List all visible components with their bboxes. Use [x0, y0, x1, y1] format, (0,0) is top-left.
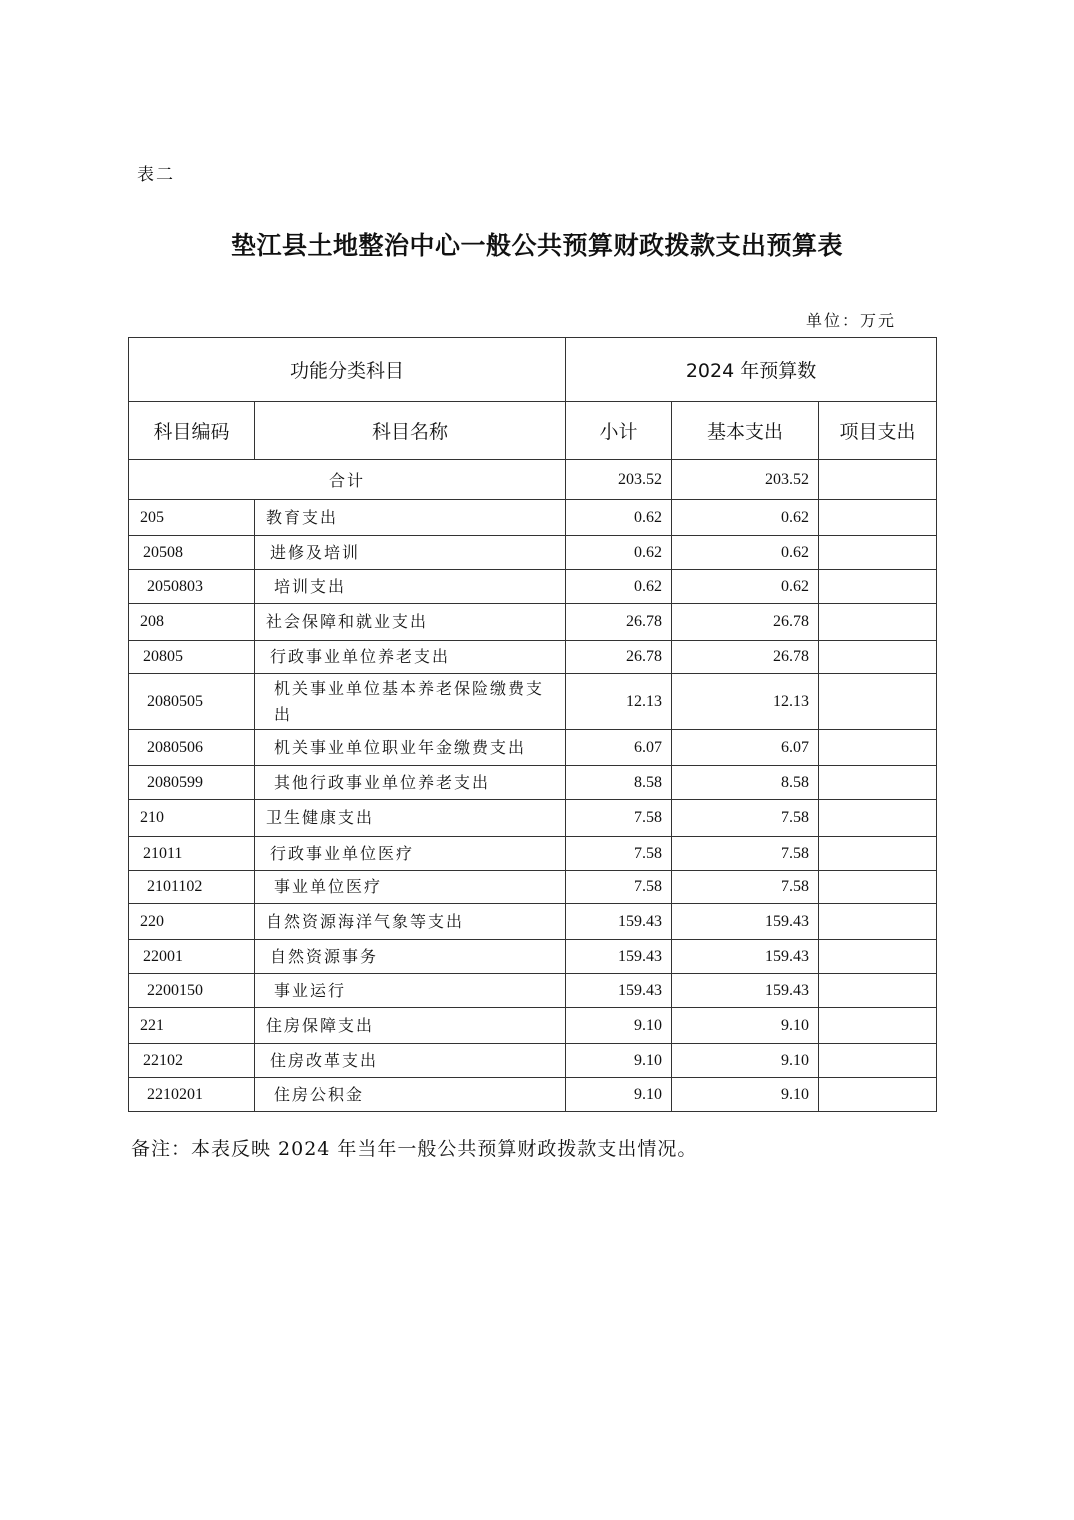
table-row: [129, 1008, 937, 1044]
subject-code-cell: 21011: [129, 837, 255, 871]
total-row: [129, 460, 937, 500]
header-function-classification: 功能分类科目: [129, 338, 566, 402]
subject-code-cell: 2080505: [129, 674, 255, 730]
project-expenditure-cell: [819, 1008, 937, 1044]
header-column-row: [129, 402, 937, 460]
basic-expenditure-cell: 0.62: [672, 570, 819, 604]
table-row: [129, 536, 937, 570]
basic-expenditure-cell: 12.13: [672, 674, 819, 730]
unit-label: 单位：万元: [806, 311, 897, 330]
subject-code-cell: 2200150: [129, 974, 255, 1008]
project-expenditure-cell: [819, 536, 937, 570]
table-row: [129, 800, 937, 837]
table-label: 表二: [137, 165, 175, 185]
table-row: [129, 1044, 937, 1078]
basic-expenditure-cell: 7.58: [672, 871, 819, 904]
table-row: [129, 604, 937, 641]
subject-name-cell: 行政事业单位医疗: [255, 837, 566, 871]
basic-expenditure-cell: 9.10: [672, 1008, 819, 1044]
subject-name-cell: 事业单位医疗: [255, 871, 566, 904]
table-row: [129, 940, 937, 974]
project-expenditure-cell: [819, 500, 937, 536]
subject-name-cell: 住房公积金: [255, 1078, 566, 1112]
subject-name-cell: 行政事业单位养老支出: [255, 641, 566, 674]
subtotal-cell: 0.62: [566, 570, 672, 604]
subject-name-cell: 其他行政事业单位养老支出: [255, 766, 566, 800]
subject-name-cell: 事业运行: [255, 974, 566, 1008]
header-group-row: [129, 338, 937, 402]
subject-code-cell: 2101102: [129, 871, 255, 904]
subtotal-cell: 8.58: [566, 766, 672, 800]
total-label: 合计: [129, 460, 566, 500]
subtotal-cell: 26.78: [566, 604, 672, 641]
footnote: 备注：本表反映 2024 年当年一般公共预算财政拨款支出情况。: [131, 1138, 698, 1160]
subtotal-cell: 159.43: [566, 940, 672, 974]
subject-name-cell: 进修及培训: [255, 536, 566, 570]
basic-expenditure-cell: 6.07: [672, 730, 819, 766]
project-expenditure-cell: [819, 766, 937, 800]
project-expenditure-cell: [819, 1044, 937, 1078]
basic-expenditure-cell: 7.58: [672, 800, 819, 837]
subtotal-cell: 9.10: [566, 1078, 672, 1112]
table-row: [129, 641, 937, 674]
table-row: [129, 674, 937, 730]
subject-name-cell: 卫生健康支出: [255, 800, 566, 837]
basic-expenditure-cell: 159.43: [672, 974, 819, 1008]
subject-code-cell: 20508: [129, 536, 255, 570]
header-basic-expenditure: 基本支出: [672, 402, 819, 460]
header-project-expenditure: 项目支出: [819, 402, 937, 460]
subject-code-cell: 221: [129, 1008, 255, 1044]
subtotal-cell: 9.10: [566, 1008, 672, 1044]
total-project: [819, 460, 937, 500]
table-row: [129, 766, 937, 800]
subject-code-cell: 220: [129, 904, 255, 940]
subtotal-cell: 6.07: [566, 730, 672, 766]
basic-expenditure-cell: 8.58: [672, 766, 819, 800]
header-subject-name: 科目名称: [255, 402, 566, 460]
table-row: [129, 974, 937, 1008]
subtotal-cell: 12.13: [566, 674, 672, 730]
subject-name-cell: 社会保障和就业支出: [255, 604, 566, 641]
basic-expenditure-cell: 9.10: [672, 1044, 819, 1078]
subtotal-cell: 159.43: [566, 974, 672, 1008]
subject-code-cell: 210: [129, 800, 255, 837]
subtotal-cell: 7.58: [566, 800, 672, 837]
project-expenditure-cell: [819, 570, 937, 604]
basic-expenditure-cell: 0.62: [672, 536, 819, 570]
subject-name-cell: 培训支出: [255, 570, 566, 604]
table-row: [129, 904, 937, 940]
project-expenditure-cell: [819, 730, 937, 766]
header-budget-year: 2024 年预算数: [566, 338, 937, 402]
subtotal-cell: 7.58: [566, 871, 672, 904]
project-expenditure-cell: [819, 641, 937, 674]
basic-expenditure-cell: 159.43: [672, 940, 819, 974]
subject-name-cell: 教育支出: [255, 500, 566, 536]
project-expenditure-cell: [819, 904, 937, 940]
subject-code-cell: 20805: [129, 641, 255, 674]
subject-code-cell: 22001: [129, 940, 255, 974]
table-row: [129, 1078, 937, 1112]
table-row: [129, 570, 937, 604]
total-basic: 203.52: [672, 460, 819, 500]
subject-code-cell: 2080506: [129, 730, 255, 766]
basic-expenditure-cell: 9.10: [672, 1078, 819, 1112]
basic-expenditure-cell: 159.43: [672, 904, 819, 940]
basic-expenditure-cell: 26.78: [672, 604, 819, 641]
subtotal-cell: 26.78: [566, 641, 672, 674]
subject-code-cell: 2080599: [129, 766, 255, 800]
basic-expenditure-cell: 0.62: [672, 500, 819, 536]
subject-code-cell: 205: [129, 500, 255, 536]
page-title: 垫江县土地整治中心一般公共预算财政拨款支出预算表: [230, 231, 843, 260]
subtotal-cell: 9.10: [566, 1044, 672, 1078]
subtotal-cell: 159.43: [566, 904, 672, 940]
table-row: [129, 837, 937, 871]
project-expenditure-cell: [819, 871, 937, 904]
project-expenditure-cell: [819, 940, 937, 974]
subject-name-cell: 机关事业单位基本养老保险缴费支出: [255, 674, 566, 730]
table-row: [129, 500, 937, 536]
subject-name-cell: 住房保障支出: [255, 1008, 566, 1044]
subtotal-cell: 0.62: [566, 536, 672, 570]
subject-code-cell: 2050803: [129, 570, 255, 604]
subject-code-cell: 208: [129, 604, 255, 641]
project-expenditure-cell: [819, 1078, 937, 1112]
subject-code-cell: 2210201: [129, 1078, 255, 1112]
project-expenditure-cell: [819, 604, 937, 641]
header-subject-code: 科目编码: [129, 402, 255, 460]
total-subtotal: 203.52: [566, 460, 672, 500]
subject-name-cell: 住房改革支出: [255, 1044, 566, 1078]
subject-name-cell: 机关事业单位职业年金缴费支出: [255, 730, 566, 766]
budget-table: [128, 337, 937, 1112]
subject-name-cell: 自然资源事务: [255, 940, 566, 974]
basic-expenditure-cell: 7.58: [672, 837, 819, 871]
subject-name-cell: 自然资源海洋气象等支出: [255, 904, 566, 940]
subtotal-cell: 0.62: [566, 500, 672, 536]
project-expenditure-cell: [819, 674, 937, 730]
header-subtotal: 小计: [566, 402, 672, 460]
subtotal-cell: 7.58: [566, 837, 672, 871]
table-row: [129, 730, 937, 766]
table-row: [129, 871, 937, 904]
project-expenditure-cell: [819, 837, 937, 871]
basic-expenditure-cell: 26.78: [672, 641, 819, 674]
project-expenditure-cell: [819, 974, 937, 1008]
project-expenditure-cell: [819, 800, 937, 837]
subject-code-cell: 22102: [129, 1044, 255, 1078]
